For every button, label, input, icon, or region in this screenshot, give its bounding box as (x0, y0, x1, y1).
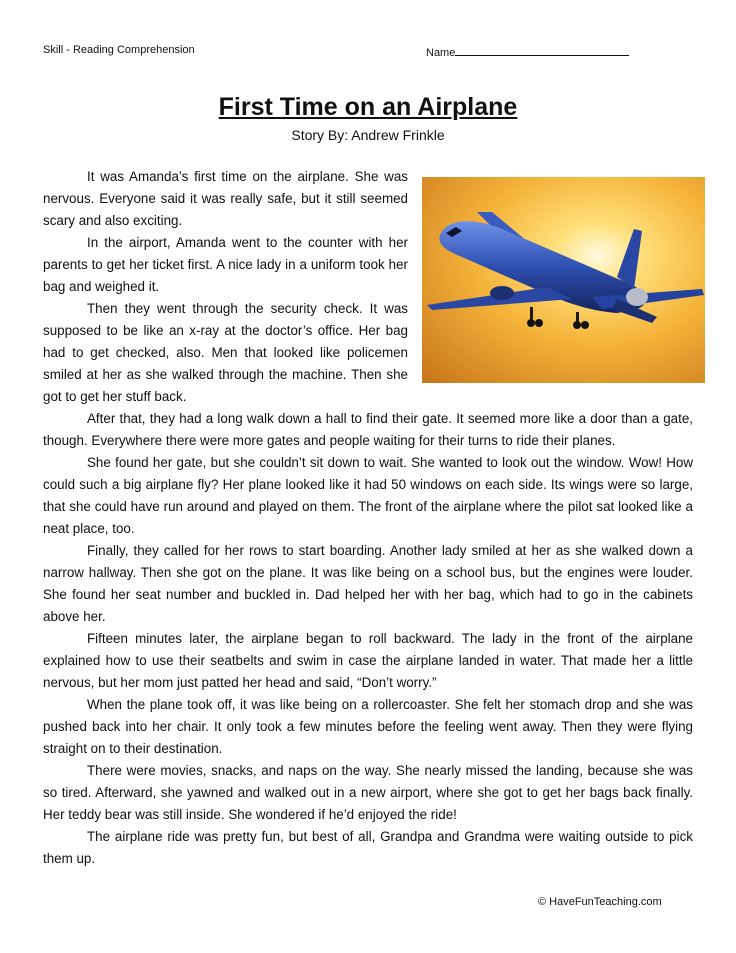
story-paragraph: When the plane took off, it was like being on a rollercoaster. She felt her stomach drop and she was pushed back into her chair. It only took a few minutes before the feeling went away. Then they were flying straight on to their destination. (43, 697, 693, 756)
copyright-footer: © HaveFunTeaching.com (538, 896, 662, 908)
story-paragraph: In the airport, Amanda went to the counter with her parents to get her ticket first. A nice lady in a uniform took her bag and weighed it. (43, 235, 408, 294)
story-title: First Time on an Airplane (218, 93, 518, 121)
skill-label: Skill - Reading Comprehension (43, 44, 195, 56)
story-paragraph: Fifteen minutes later, the airplane began to roll backward. The lady in the front of the airplane explained how to use their seatbelts and swim in case the airplane landed in water. That made her a little nervous, but her mom just patted her head and said, “Don’t worry.” (43, 631, 693, 690)
story-paragraph: After that, they had a long walk down a hall to find their gate. It seemed more like a door than a gate, though. Everywhere there were more gates and people waiting for their turns to ride their planes. (43, 411, 693, 448)
name-field[interactable] (426, 44, 629, 59)
name-line[interactable] (455, 44, 629, 56)
story-body (43, 166, 693, 870)
story-byline: Story By: Andrew Frinkle (291, 127, 445, 143)
story-paragraph: Then they went through the security check. It was supposed to be like an x-ray at the doctor’s office. Her bag had to get checked, also. Men that looked like policemen smiled at her as she walked through the machine. Then she got to get her stuff back. (43, 301, 408, 404)
story-paragraph: Finally, they called for her rows to start boarding. Another lady smiled at her as she walked down a narrow hallway. Then she got on the plane. It was like being on a school bus, but the engines were louder. She found her seat number and buckled in. Dad helped her with her bag, which had to go in the cabinets above her. (43, 543, 693, 624)
story-paragraph: There were movies, snacks, and naps on the way. She nearly missed the landing, because she was so tired. Afterward, she yawned and walked out in a new airport, where she got to get her bags back finally. Her teddy bear was still inside. She wondered if he’d enjoyed the ride! (43, 763, 693, 822)
story-paragraph: She found her gate, but she couldn’t sit down to wait. She wanted to look out the window. Wow! How could such a big airplane fly? Her plane looked like it had 50 windows on each side. Its wings were so large, that she could have run around and played on them. The front of the airplane where the pilot sat looked like a neat place, too. (43, 455, 693, 536)
story-paragraph: It was Amanda’s first time on the airplane. She was nervous. Everyone said it was really safe, but it still seemed scary and also exciting. (43, 169, 408, 228)
name-label: Name (426, 47, 456, 59)
story-paragraph: The airplane ride was pretty fun, but best of all, Grandpa and Grandma were waiting outside to pick them up. (43, 829, 693, 866)
